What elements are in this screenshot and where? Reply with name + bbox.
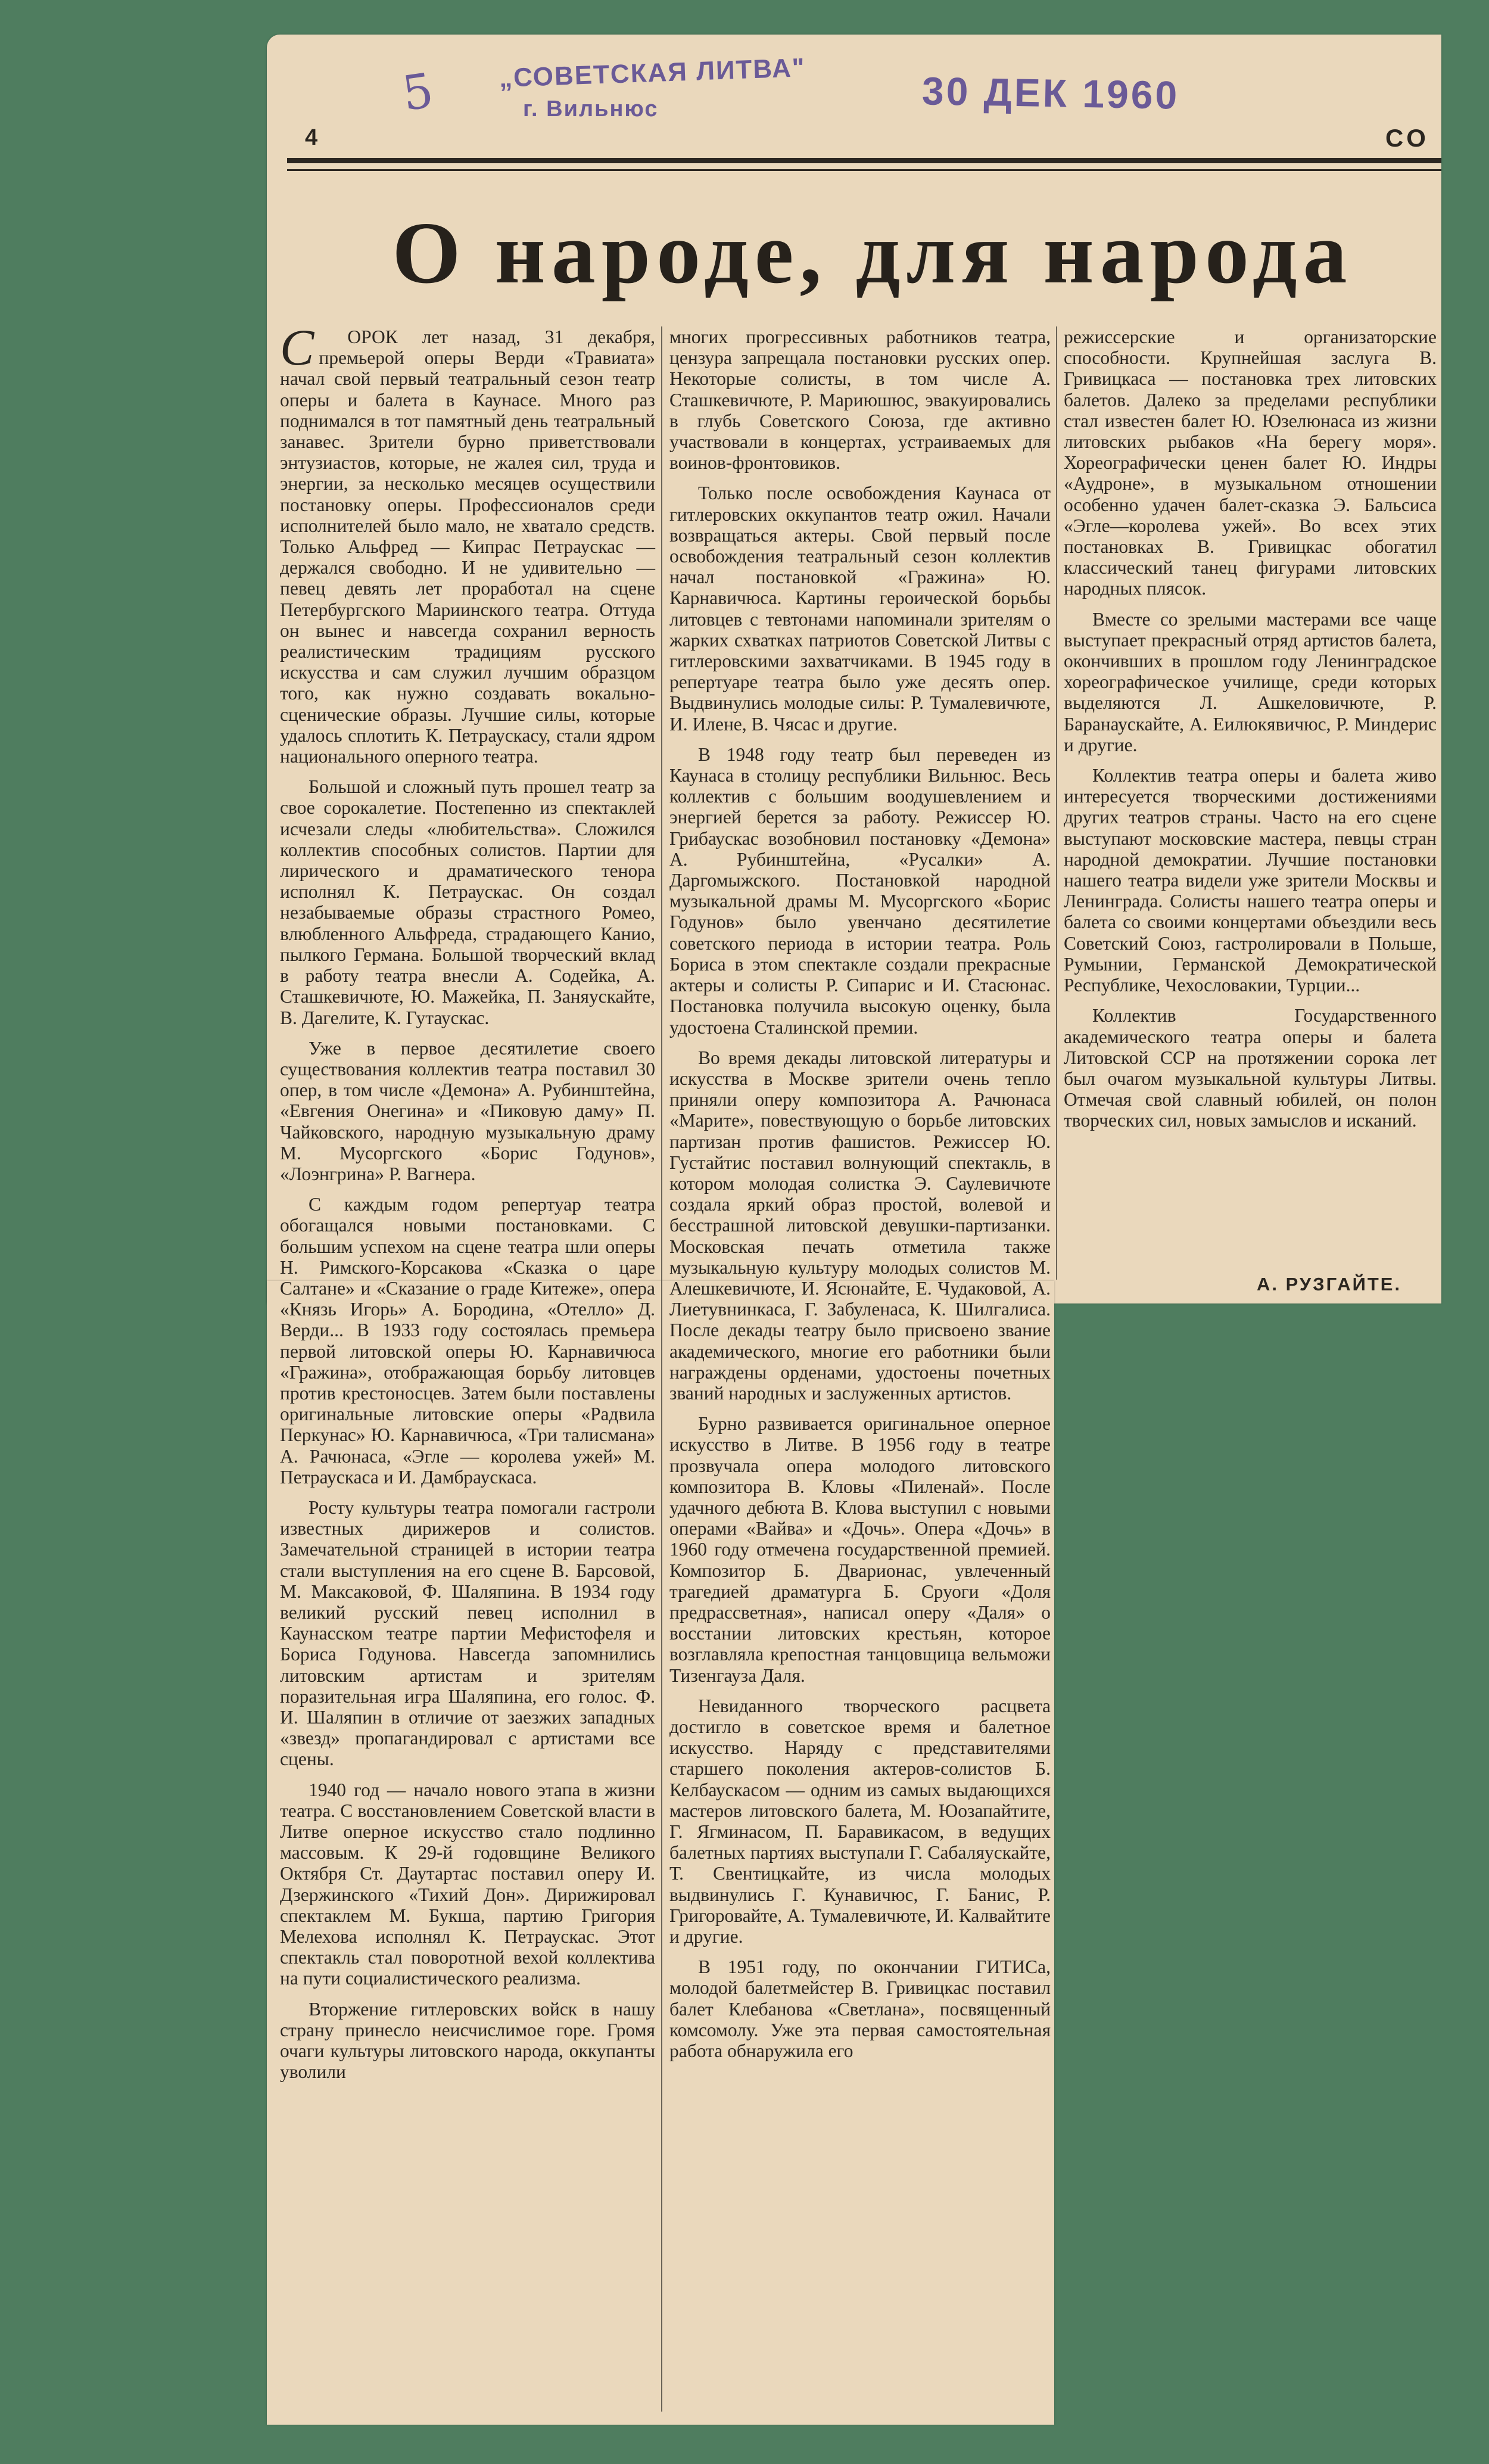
paragraph: Бурно развивается оригинальное оперное искусство в Литве. В 1956 году в театре прозвучала опера молодого литовского композитора В. Кловы «Пиленай». После удачного дебюта В. Клова выступил с новыми операми «Вайва» и «Дочь». Опера «Дочь» в 1960 году отмечена государственной премией. Композитор Б. Дварионас, увлеченный трагедией драматурга Б. Сруоги «Доля предрассветная», написал оперу «Даля» о восстании литовских крестьян, которое возглавляла крепостная танцовщица вельможи Тизенгауза Даля.: [669, 1413, 1051, 1686]
paragraph: С каждым годом репертуар театра обогащался новыми постановками. С большим успехом на сцене театра шли оперы Н. Римского-Корсакова «Сказка о царе Салтане» и «Сказание о граде Китеже», опера «Князь Игорь» А. Бородина, «Отелло» Д. Верди... В 1933 году состоялась премьера первой литовской оперы Ю. Карнавичюса «Гражина», отображающая борьбу литовцев против крестоносцев. Затем были поставлены оригинальные литовские оперы «Радвила Перкунас» Ю. Карнавичюса, «Три талисмана» А. Рачюнаса, «Эгле — королева ужей» М. Петраускаса и И. Дамбраускаса.: [280, 1194, 655, 1488]
header-rule-thin: [287, 169, 1441, 171]
paragraph: Вместе со зрелыми мастерами все чаще выступает прекрасный отряд артистов балета, окончивших в прошлом году Ленинградское хореографическое училище, среди которых выделяются Л. Ашкеловичюте, Р. Баранаускайте, А. Eилюкявичюс, Р. Миндерис и другие.: [1064, 608, 1437, 755]
date-stamp: 30 ДЕК 1960: [921, 69, 1180, 117]
paragraph: В 1948 году театр был переведен из Каунаса в столицу республики Вильнюс. Весь коллектив с большим воодушевлением и энергией берется за работу. Режиссер Ю. Грибаускас возобновил постановку «Демона» А. Рубинштейна, «Русалки» А. Даргомыжского. Постановкой народной музыкальной драмы М. Мусоргского «Борис Годунов» было увенчано десятилетие советского периода в истории театра. Роль Бориса в этом спектакле создали прекрасные актеры и солисты Р. Сипарис и И. Стасюнас. Постановка получила высокую оценку, была удостоена Сталинской премии.: [669, 743, 1051, 1038]
handwritten-mark: 5: [398, 62, 438, 122]
paragraph: Росту культуры театра помогали гастроли известных дирижеров и солистов. Замечательной страницей в истории театра стали выступления на его сцене В. Барсовой, М. Максаковой, Ф. Шаляпина. В 1934 году великий русский певец исполнил в Каунасском театре партии Мефистофеля и Бориса Годунова. Навсегда запомнились литовским артистам и зрителям поразительная игра Шаляпина, его голос. Ф. И. Шаляпин в отличие от заезжих западных «звезд» пропагандировал с артистами все сцены.: [280, 1497, 655, 1770]
paragraph: многих прогрессивных работников театра, цензура запрещала постановки русских опер. Некоторые солисты, в том числе А. Сташкевичюте, Р. Мариюшюс, эвакуировались в глубь Советского Союза, где активно участвовали в концертах, устраиваемых для воинов-фронтовиков.: [669, 326, 1051, 474]
newspaper-stamp-name: „СОВЕТСКАЯ ЛИТВА": [499, 53, 806, 93]
article-headline: О народе, для народа: [392, 204, 1353, 302]
paragraph: В 1951 году, по окончании ГИТИСа, молодой балетмейстер В. Гривицкас поставил балет Клебанова «Светлана», посвященный комсомолу. Уже эта первая самостоятельная работа обнаружила его: [669, 1956, 1051, 2062]
paragraph: Во время декады литовской литературы и искусства в Москве зрители очень тепло приняли оперу композитора А. Рачюнаса «Марите», повествующую о борьбе литовских партизан против фашистов. Режиссер Ю. Густайтис поставил волнующий спектакль, в котором молодая солистка Э. Саулевичюте создала яркий образ простой, волевой и бесстрашной литовской девушки-партизанки. Московская печать отметила также музыкальную культуру молодых солистов М. Алешкевичюте, И. Ясюнайте, Е. Чудаковой, А. Лиетувнинкаса, Г. Забуленаса, К. Шилгалиса. После декады театру было присвоено звание академического, многие его работники были награждены орденами, удостоены почетных званий народных и заслуженных артистов.: [669, 1047, 1051, 1404]
newspaper-stamp-city: г. Вильнюс: [523, 97, 659, 122]
paragraph-text: ОРОК лет назад, 31 декабря, премьерой оперы Верди «Травиата» начал свой первый театральный сезон театр оперы и балета в Каунасе. Много раз поднимался в тот памятный день театральный занавес. Зрители бурно приветствовали энтузиастов, которые, не жалея сил, труда и энергии, за несколько месяцев осуществили постановку оперы. Профессионалов среди исполнителей было мало, не хватало средств. Только Альфред — Кипрас Петраускас — держался свободно. И не удивительно — певец девять лет проработал на сцене Петербургского Мариинского театра. Оттуда он вынес и навсегда сохранил верность реалистическим традициям русского искусства и сам служил лучшим образцом того, как нужно создавать вокально-сценические образы. Лучшие силы, которые удалось сплотить К. Петраускасу, стали ядром национального оперного театра.: [280, 326, 655, 767]
paragraph: Коллектив Государственного академического театра оперы и балета Литовской ССР на протяжении сорока лет был очагом музыкальной культуры Литвы. Отмечая свой славный юбилей, он полон творческих сил, новых замыслов и исканий.: [1064, 1005, 1437, 1131]
paragraph: Большой и сложный путь прошел театр за свое сорокалетие. Постепенно из спектаклей исчезали следы «любительства». Сложился коллектив способных солистов. Партии для лирического и драматического тенора исполнял К. Петраускас. Он создал незабываемые образы страстного Ромео, влюбленного Альфреда, страдающего Канио, пылкого Германа. Большой творческий вклад в работу театра внесли А. Содейка, А. Сташкевичюте, Ю. Мажейка, П. Заняускайте, В. Дагелите, К. Гутаускас.: [280, 776, 655, 1028]
column-divider: [661, 326, 662, 2412]
paragraph: Невиданного творческого расцвета достигло в советское время и балетное искусство. Наряду с представителями старшего поколения актеров-солистов Б. Келбаускасом — одним из самых выдающихся мастеров литовского балета, М. Юозапайтите, Г. Ягминасом, П. Баравикасом, в ведущих балетных партиях выступали Г. Сабаляускайте, Т. Свентицкайте, из числа молодых выдвинулись Г. Кунавичюс, Г. Банис, Р. Григоровайте, А. Тумалевичюте, И. Калвайтите и другие.: [669, 1695, 1051, 1947]
article-column-2: [669, 326, 1051, 2418]
article-column-3: [1064, 326, 1437, 1256]
paragraph: Вторжение гитлеровских войск в нашу страну принесло неисчислимое горе. Громя очаги культуры литовского народа, оккупанты уволили: [280, 1998, 655, 2083]
article-column-1: [280, 319, 655, 2412]
paragraph: 1940 год — начало нового этапа в жизни театра. С восстановлением Советской власти в Литве оперное искусство стало подлинно массовым. К 29-й годовщине Великого Октября Ст. Даутартас поставил оперу И. Дзержинского «Тихий Дон». Дирижировал спектаклем М. Букша, партию Григория Мелехова исполнял К. Петраускас. Этот спектакль стал поворотной вехой коллектива на пути социалистического реализма.: [280, 1779, 655, 1989]
paragraph: [280, 319, 655, 767]
header-rule-thick: [287, 158, 1441, 163]
page-number: 4: [305, 125, 318, 150]
paragraph: Уже в первое десятилетие своего существования коллектив театра поставил 30 опер, в том числе «Демона» А. Рубинштейна, «Евгения Онегина» и «Пиковую даму» П. Чайковского, народную музыкальную драму М. Мусоргского «Борис Годунов», «Лоэнгрина» Р. Вагнера.: [280, 1037, 655, 1184]
paragraph: режиссерские и организаторские способности. Крупнейшая заслуга В. Гривицкаса — постановка трех литовских балетов. Далеко за пределами республики стал известен балет Ю. Юзелюнаса из жизни литовских рыбаков «На берегу моря». Хореографически ценен балет Ю. Индры «Аудроне», в музыкальном отношении особенно удачен балет-сказка Э. Бальсиса «Эгле—королева ужей». Во всех этих постановках В. Гривицкас обогатил классический танец фигурами литовских народных плясок.: [1064, 326, 1437, 599]
newspaper-header-fragment: СО: [1385, 124, 1429, 152]
drop-cap: С: [280, 319, 314, 376]
column-divider: [1056, 326, 1057, 1280]
paragraph: Только после освобождения Каунаса от гитлеровских оккупантов театр ожил. Начали возвращаться актеры. Свой первый после освобождения театральный сезон коллектив начал постановкой «Гражина» Ю. Карнавичюса. Картины героической борьбы литовцев с тевтонами напоминали зрителям о жарких схватках патриотов Советской Литвы с гитлеровскими захватчиками. В 1945 году в репертуаре театра было уже десять опер. Выдвинулись молодые силы: Р. Тумалевичюте, И. Илене, В. Чясас и другие.: [669, 483, 1051, 735]
author-signature: А. РУЗГАЙТЕ.: [1257, 1274, 1402, 1295]
paragraph: Коллектив театра оперы и балета живо интересуется творческими достижениями других театров страны. Часто на его сцене выступают московские мастера, певцы стран народной демократии. Лучшие постановки нашего театра видели уже зрители Москвы и Ленинграда. Солисты нашего театра оперы и балета со своими концертами объездили весь Советский Союз, гастролировали в Польше, Румынии, Германской Демократической Республике, Чехословакии, Турции...: [1064, 765, 1437, 996]
